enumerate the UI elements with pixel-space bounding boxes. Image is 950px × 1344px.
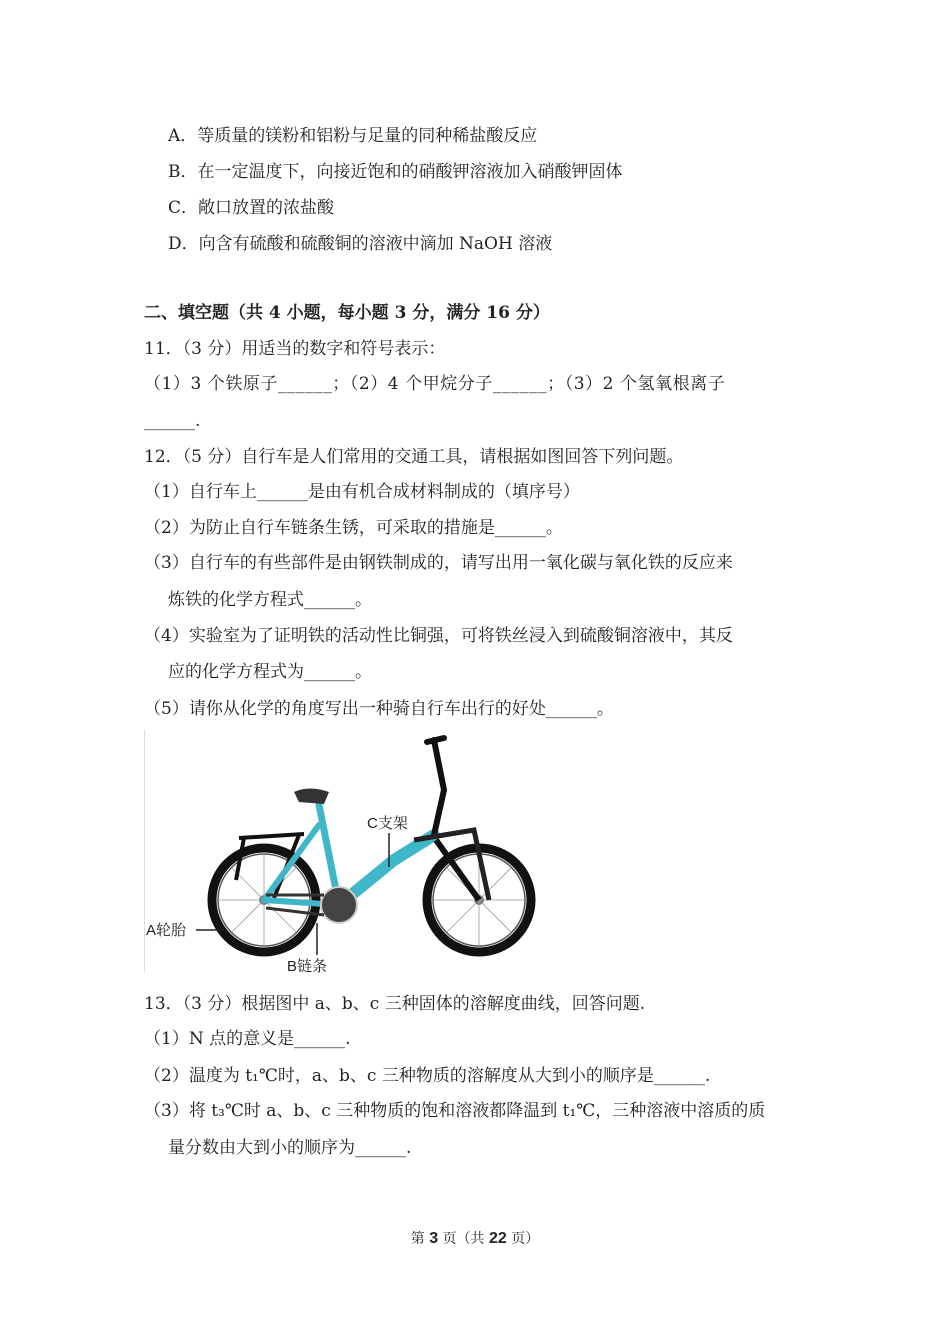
page-number: 3	[429, 1230, 439, 1247]
q12-part3b: 炼铁的化学方程式______。	[168, 590, 372, 610]
label-tire: A轮胎	[146, 922, 187, 939]
bicycle-illustration	[144, 730, 544, 975]
footer-suffix: 页）	[511, 1231, 540, 1247]
seat	[294, 789, 329, 805]
q12-stem: 12．（5 分）自行车是人们常用的交通工具，请根据如图回答下列问题。	[144, 447, 684, 467]
q13-part1: （1）N 点的意义是______.	[144, 1029, 351, 1049]
q11-line1: （1）3 个铁原子______；（2）4 个甲烷分子______；（3）2 个氢氧根离子	[144, 374, 726, 394]
option-b: B．在一定温度下，向接近饱和的硝酸钾溶液加入硝酸钾固体	[168, 162, 623, 182]
option-d: D．向含有硫酸和硫酸铜的溶液中滴加 NaOH 溶液	[168, 234, 553, 254]
q13-part2: （2）温度为 t₁℃时，a、b、c 三种物质的溶解度从大到小的顺序是______.	[144, 1066, 711, 1086]
option-c: C．敞口放置的浓盐酸	[168, 198, 335, 218]
q13-stem: 13．（3 分）根据图中 a、b、c 三种固体的溶解度曲线，回答问题.	[144, 994, 646, 1014]
label-chain: B链条	[287, 958, 328, 975]
q11-stem: 11．（3 分）用适当的数字和符号表示：	[144, 339, 446, 359]
q13-part3a: （3）将 t₃℃时 a、b、c 三种物质的饱和溶液都降温到 t₁℃，三种溶液中溶质的质	[144, 1101, 766, 1121]
q12-part5: （5）请你从化学的角度写出一种骑自行车出行的好处______。	[144, 699, 614, 719]
total-pages: 22	[489, 1230, 507, 1247]
q12-part4b: 应的化学方程式为______。	[168, 662, 372, 682]
q12-part2: （2）为防止自行车链条生锈，可采取的措施是______。	[144, 518, 563, 538]
bicycle-figure	[144, 730, 544, 975]
q13-part3b: 量分数由大到小的顺序为______.	[168, 1138, 412, 1158]
footer-middle: 页（共	[442, 1231, 485, 1247]
q12-part3a: （3）自行车的有些部件是由钢铁制成的，请写出用一氧化碳与氧化铁的反应来	[144, 553, 733, 573]
section-title: 二、填空题（共 4 小题，每小题 3 分，满分 16 分）	[144, 303, 550, 323]
page-footer	[0, 1228, 950, 1248]
footer-prefix: 第	[410, 1231, 425, 1247]
q12-part4a: （4）实验室为了证明铁的活动性比铜强，可将铁丝浸入到硫酸铜溶液中，其反	[144, 626, 733, 646]
option-a: A．等质量的镁粉和铝粉与足量的同种稀盐酸反应	[168, 126, 538, 146]
label-support: C支架	[367, 815, 408, 832]
q11-line2: ______.	[144, 411, 201, 431]
q12-part1: （1）自行车上______是由有机合成材料制成的（填序号）	[144, 482, 580, 502]
